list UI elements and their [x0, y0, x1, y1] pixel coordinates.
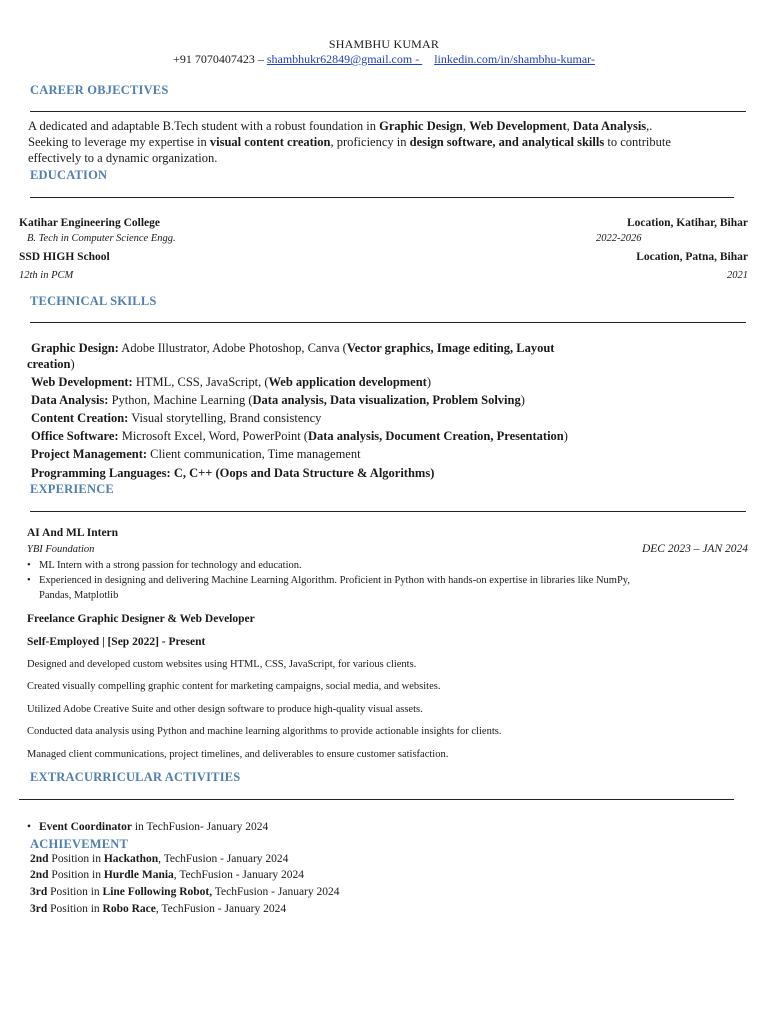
school-location: Location, Katihar, Bihar: [627, 217, 748, 229]
section-heading-experience: EXPERIENCE: [30, 482, 114, 496]
job-bullet: • ML Intern with a strong passion for technology and education.: [39, 560, 302, 571]
degree-dates: 2022-2026: [596, 233, 642, 244]
job-subtitle: Self-Employed | [Sep 2022] - Present: [27, 636, 206, 648]
divider: [30, 322, 746, 323]
job-detail: Utilized Adobe Creative Suite and other design software to produce high-quality visual assets.: [27, 704, 423, 715]
school-location: Location, Patna, Bihar: [636, 251, 748, 263]
skill-graphic-design: Graphic Design: Adobe Illustrator, Adobe Photoshop, Canva (Vector graphics, Image editing, Layout: [31, 341, 555, 355]
school-name: SSD HIGH School: [19, 251, 110, 263]
section-heading-skills: TECHNICAL SKILLS: [30, 294, 157, 308]
skill-content-creation: Content Creation: Visual storytelling, Brand consistency: [31, 411, 322, 425]
section-heading-achievement: ACHIEVEMENT: [30, 837, 129, 851]
job-dates: DEC 2023 – JAN 2024: [641, 543, 748, 555]
achievement-item: 3rd Position in Line Following Robot, TechFusion - January 2024: [30, 886, 340, 898]
email-link[interactable]: shambhukr62849@gmail.com -: [266, 52, 423, 66]
degree: B. Tech in Computer Science Engg.: [27, 233, 176, 244]
job-bullet-cont: Pandas, Matplotlib: [39, 590, 119, 601]
divider: [19, 799, 734, 800]
job-detail: Conducted data analysis using Python and machine learning algorithms to provide actionable insights for clients.: [27, 726, 502, 737]
skill-web-development: Web Development: HTML, CSS, JavaScript, (Web application development): [31, 375, 432, 389]
achievement-item: 3rd Position in Robo Race, TechFusion - January 2024: [30, 903, 287, 915]
career-line-2: Seeking to leverage my expertise in visual content creation, proficiency in design software, and analytical skills to contribute: [28, 135, 671, 149]
career-line-1: A dedicated and adaptable B.Tech student with a robust foundation in Graphic Design, Web Development, Data Analysis,.: [28, 119, 653, 133]
achievement-item: 2nd Position in Hurdle Mania, TechFusion - January 2024: [30, 869, 305, 881]
job-detail: Created visually compelling graphic content for marketing campaigns, social media, and websites.: [27, 681, 441, 692]
school-name: Katihar Engineering College: [19, 217, 160, 229]
job-title: AI And ML Intern: [27, 527, 119, 539]
divider: [30, 511, 746, 512]
job-detail: Managed client communications, project timelines, and deliverables to ensure customer satisfaction.: [27, 749, 449, 760]
skill-graphic-design-cont: creation): [27, 357, 75, 371]
divider: [30, 111, 746, 112]
activity-item: • Event Coordinator in TechFusion- January 2024: [39, 821, 268, 833]
contact-line: [0, 52, 768, 67]
skill-data-analysis: Data Analysis: Python, Machine Learning (Data analysis, Data visualization, Problem Solving): [31, 393, 525, 407]
job-detail: Designed and developed custom websites using HTML, CSS, JavaScript, for various clients.: [27, 659, 417, 670]
phone-text: +91 7070407423 –: [173, 52, 267, 66]
divider: [30, 197, 734, 198]
career-line-3: effectively to a dynamic organization.: [28, 151, 218, 165]
degree-dates: 2021: [727, 270, 748, 281]
job-organization: YBI Foundation: [27, 544, 95, 555]
achievement-item: 2nd Position in Hackathon, TechFusion - January 2024: [30, 853, 289, 865]
section-heading-education: EDUCATION: [30, 168, 108, 182]
degree: 12th in PCM: [19, 270, 74, 281]
linkedin-link[interactable]: linkedin.com/in/shambhu-kumar-: [434, 52, 595, 66]
skill-project-management: Project Management: Client communication, Time management: [31, 447, 361, 461]
job-title: Freelance Graphic Designer & Web Developer: [27, 613, 255, 625]
candidate-name: SHAMBHU KUMAR: [328, 37, 440, 51]
skill-programming-languages: Programming Languages: C, C++ (Oops and Data Structure & Algorithms): [31, 466, 435, 480]
section-heading-extracurricular: EXTRACURRICULAR ACTIVITIES: [30, 770, 241, 784]
job-bullet: • Experienced in designing and delivering Machine Learning Algorithm. Proficient in Python with hands-on expertise in libraries like NumPy,: [39, 575, 630, 586]
section-heading-career: CAREER OBJECTIVES: [30, 83, 169, 97]
skill-office-software: Office Software: Microsoft Excel, Word, PowerPoint (Data analysis, Document Creation, Presentation): [31, 429, 568, 443]
